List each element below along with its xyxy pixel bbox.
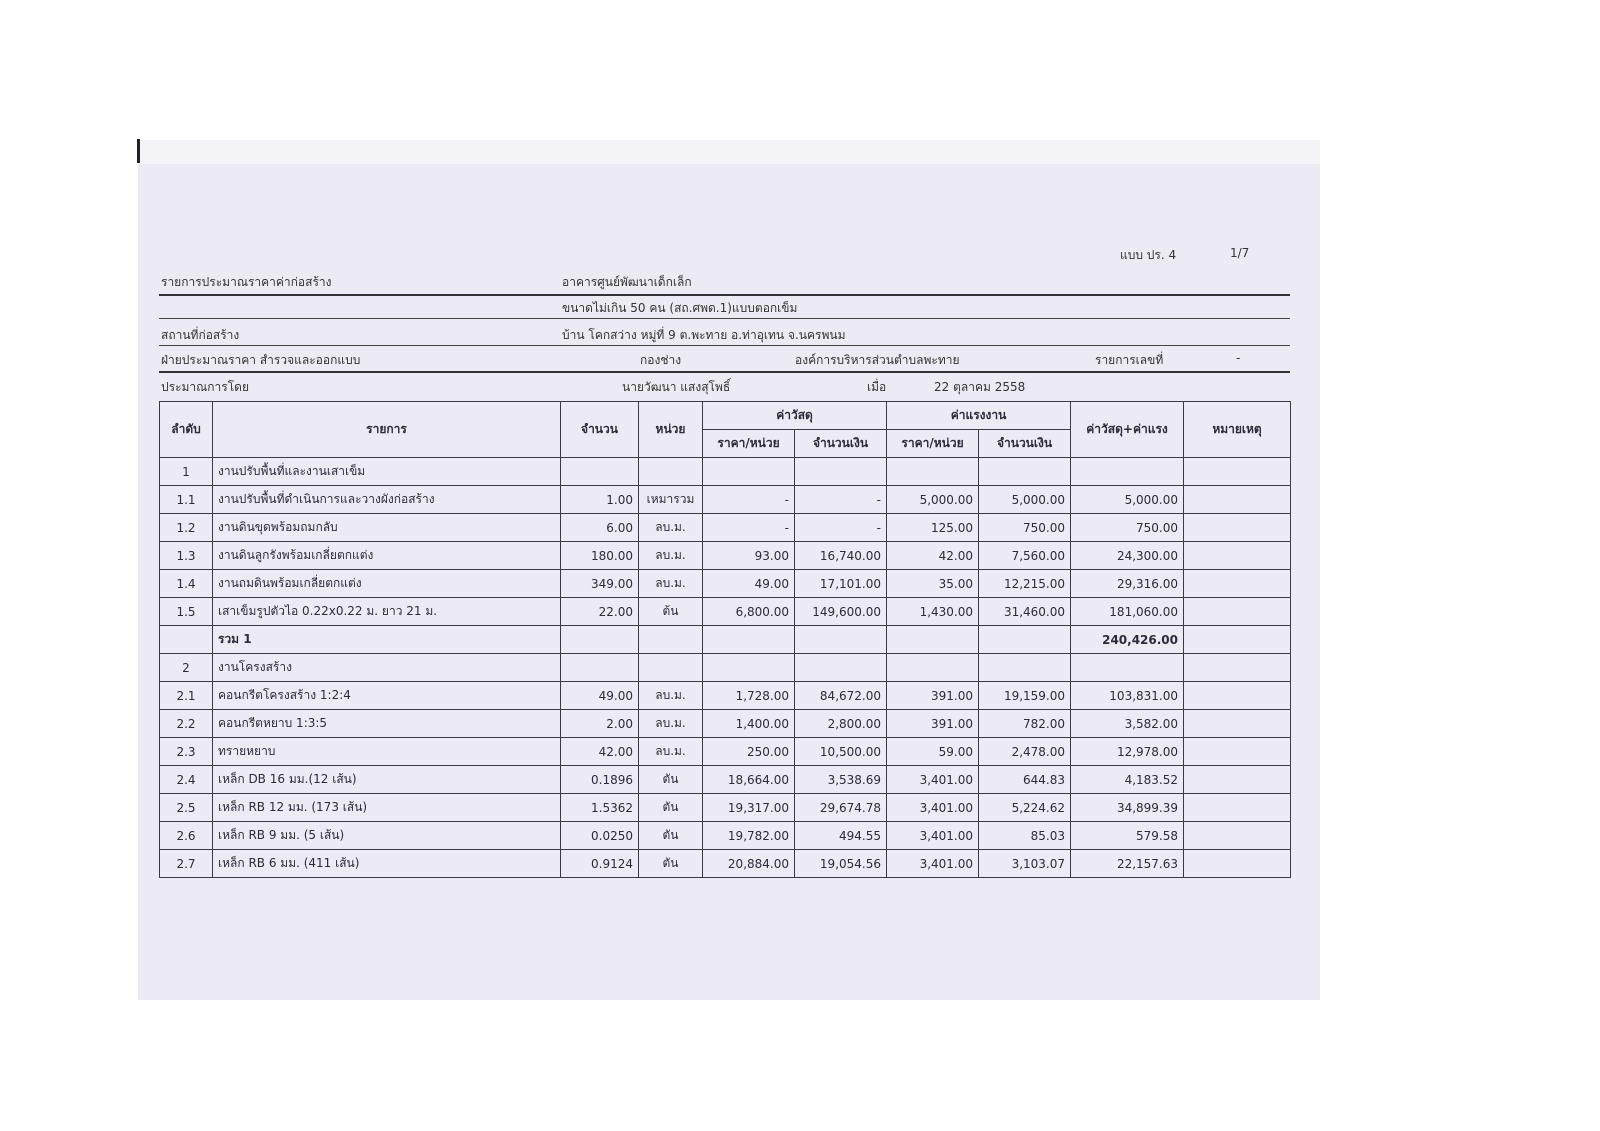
row-no: 2.1 [160, 682, 213, 710]
row-labor-amount: 12,215.00 [979, 570, 1071, 598]
row-remark [1184, 542, 1291, 570]
row-item: เสาเข็มรูปตัวไอ 0.22x0.22 ม. ยาว 21 ม. [213, 598, 561, 626]
table-row [160, 598, 1291, 626]
site-label: สถานที่ก่อสร้าง [161, 328, 240, 342]
row-remark [1184, 822, 1291, 850]
row-no: 1.1 [160, 486, 213, 514]
row-remark [1184, 654, 1291, 682]
col-item: รายการ [213, 402, 561, 458]
row-total: 4,183.52 [1071, 766, 1184, 794]
row-total: 579.58 [1071, 822, 1184, 850]
division: กองช่าง [640, 353, 682, 367]
organization: องค์การบริหารส่วนตำบลพะทาย [795, 353, 960, 367]
form-code: แบบ ปร. 4 [1120, 248, 1177, 262]
row-unit [639, 626, 703, 654]
row-total: 240,426.00 [1071, 626, 1184, 654]
row-qty: 22.00 [561, 598, 639, 626]
project-name: อาคารศูนย์พัฒนาเด็กเล็ก [562, 275, 692, 289]
table-row [160, 542, 1291, 570]
row-total: 750.00 [1071, 514, 1184, 542]
row-material-amount: 10,500.00 [795, 738, 887, 766]
row-labor-amount: 5,224.62 [979, 794, 1071, 822]
dept-label: ฝ่ายประมาณราคา สำรวจและออกแบบ [161, 353, 361, 367]
row-material-unit-price [703, 626, 795, 654]
row-labor-amount [979, 654, 1071, 682]
row-labor-unit-price [887, 626, 979, 654]
row-labor-amount: 3,103.07 [979, 850, 1071, 878]
row-labor-amount: 2,478.00 [979, 738, 1071, 766]
col-material: ค่าวัสดุ [703, 402, 887, 430]
row-total: 3,582.00 [1071, 710, 1184, 738]
row-no: 1.4 [160, 570, 213, 598]
row-item: คอนกรีตหยาบ 1:3:5 [213, 710, 561, 738]
row-material-unit-price: 93.00 [703, 542, 795, 570]
row-total: 34,899.39 [1071, 794, 1184, 822]
header-rule-1 [159, 294, 1290, 296]
table-row [160, 710, 1291, 738]
row-material-unit-price: 49.00 [703, 570, 795, 598]
estimator-name: นายวัฒนา แสงสุโพธิ์ [622, 380, 731, 394]
row-no: 1.3 [160, 542, 213, 570]
row-labor-unit-price [887, 654, 979, 682]
row-labor-unit-price: 59.00 [887, 738, 979, 766]
row-material-unit-price: 1,400.00 [703, 710, 795, 738]
row-no: 1 [160, 458, 213, 486]
estimate-table [159, 401, 1291, 878]
row-qty: 49.00 [561, 682, 639, 710]
row-material-amount: - [795, 514, 887, 542]
row-labor-amount [979, 458, 1071, 486]
item-no-label: รายการเลขที่ [1095, 353, 1164, 367]
row-labor-unit-price: 3,401.00 [887, 850, 979, 878]
row-material-amount: 17,101.00 [795, 570, 887, 598]
row-item: งานดินขุดพร้อมถมกลับ [213, 514, 561, 542]
row-material-unit-price: - [703, 486, 795, 514]
row-qty: 180.00 [561, 542, 639, 570]
row-no: 2.7 [160, 850, 213, 878]
row-item: เหล็ก DB 16 มม.(12 เส้น) [213, 766, 561, 794]
table-row [160, 822, 1291, 850]
row-unit: เหมารวม [639, 486, 703, 514]
row-qty: 0.9124 [561, 850, 639, 878]
row-total: 29,316.00 [1071, 570, 1184, 598]
row-labor-unit-price: 35.00 [887, 570, 979, 598]
row-unit [639, 654, 703, 682]
header-rule-3 [159, 345, 1290, 346]
row-unit: ตัน [639, 794, 703, 822]
project-desc: ขนาดไม่เกิน 50 คน (สถ.ศพด.1)แบบตอกเข็ม [562, 301, 798, 315]
row-no: 2.4 [160, 766, 213, 794]
row-unit: ลบ.ม. [639, 682, 703, 710]
table-row [160, 458, 1291, 486]
row-total: 12,978.00 [1071, 738, 1184, 766]
table-row [160, 766, 1291, 794]
row-no: 2.2 [160, 710, 213, 738]
header-rule-2 [159, 318, 1290, 319]
row-total [1071, 654, 1184, 682]
row-item: เหล็ก RB 6 มม. (411 เส้น) [213, 850, 561, 878]
header-rule-4 [159, 371, 1290, 373]
row-labor-amount: 5,000.00 [979, 486, 1071, 514]
table-body [160, 458, 1291, 878]
row-remark [1184, 486, 1291, 514]
row-total [1071, 458, 1184, 486]
row-remark [1184, 458, 1291, 486]
row-material-amount [795, 626, 887, 654]
row-labor-amount: 7,560.00 [979, 542, 1071, 570]
row-material-amount: 16,740.00 [795, 542, 887, 570]
row-remark [1184, 794, 1291, 822]
row-labor-unit-price: 391.00 [887, 710, 979, 738]
row-qty: 6.00 [561, 514, 639, 542]
row-qty [561, 458, 639, 486]
row-material-unit-price: 1,728.00 [703, 682, 795, 710]
row-labor-unit-price: 3,401.00 [887, 794, 979, 822]
row-unit: ตัน [639, 766, 703, 794]
row-labor-unit-price: 1,430.00 [887, 598, 979, 626]
row-labor-amount: 644.83 [979, 766, 1071, 794]
table-row [160, 486, 1291, 514]
site-value: บ้าน โคกสว่าง หมู่ที่ 9 ต.พะทาย อ.ท่าอุเทน จ.นครพนม [562, 328, 846, 342]
table-row [160, 570, 1291, 598]
row-material-amount [795, 654, 887, 682]
row-labor-unit-price: 5,000.00 [887, 486, 979, 514]
row-item: คอนกรีตโครงสร้าง 1:2:4 [213, 682, 561, 710]
row-material-amount: 494.55 [795, 822, 887, 850]
col-qty: จำนวน [561, 402, 639, 458]
row-material-unit-price: 250.00 [703, 738, 795, 766]
row-remark [1184, 738, 1291, 766]
row-total: 24,300.00 [1071, 542, 1184, 570]
row-no: 2.3 [160, 738, 213, 766]
row-unit: ลบ.ม. [639, 514, 703, 542]
row-qty: 0.1896 [561, 766, 639, 794]
row-no: 2.6 [160, 822, 213, 850]
row-item: งานปรับพื้นที่และงานเสาเข็ม [213, 458, 561, 486]
row-labor-unit-price [887, 458, 979, 486]
row-total: 103,831.00 [1071, 682, 1184, 710]
col-no: ลำดับ [160, 402, 213, 458]
row-material-unit-price: 6,800.00 [703, 598, 795, 626]
row-labor-amount: 782.00 [979, 710, 1071, 738]
col-labor-unit-price: ราคา/หน่วย [887, 430, 979, 458]
row-material-amount: 2,800.00 [795, 710, 887, 738]
row-labor-unit-price: 3,401.00 [887, 822, 979, 850]
row-remark [1184, 710, 1291, 738]
row-unit: ลบ.ม. [639, 542, 703, 570]
row-unit: ตัน [639, 822, 703, 850]
row-no: 1.2 [160, 514, 213, 542]
col-material-unit-price: ราคา/หน่วย [703, 430, 795, 458]
col-remark: หมายเหตุ [1184, 402, 1291, 458]
doc-title: รายการประมาณราคาค่าก่อสร้าง [161, 275, 332, 289]
row-material-unit-price [703, 654, 795, 682]
row-total: 5,000.00 [1071, 486, 1184, 514]
row-unit: ลบ.ม. [639, 570, 703, 598]
item-no-value: - [1236, 351, 1241, 365]
estimator-label: ประมาณการโดย [161, 380, 250, 394]
row-no: 2.5 [160, 794, 213, 822]
col-labor: ค่าแรงงาน [887, 402, 1071, 430]
row-item: เหล็ก RB 12 มม. (173 เส้น) [213, 794, 561, 822]
row-remark [1184, 626, 1291, 654]
row-unit: ตัน [639, 850, 703, 878]
row-qty: 42.00 [561, 738, 639, 766]
row-unit: ลบ.ม. [639, 738, 703, 766]
row-qty [561, 626, 639, 654]
table-row [160, 654, 1291, 682]
scan-edge-mark [137, 139, 140, 163]
row-material-amount: 3,538.69 [795, 766, 887, 794]
row-labor-amount: 85.03 [979, 822, 1071, 850]
date-label: เมื่อ [867, 380, 887, 394]
col-unit: หน่วย [639, 402, 703, 458]
row-unit: ต้น [639, 598, 703, 626]
date-value: 22 ตุลาคม 2558 [934, 380, 1026, 394]
row-unit [639, 458, 703, 486]
row-labor-amount: 31,460.00 [979, 598, 1071, 626]
row-material-unit-price: 18,664.00 [703, 766, 795, 794]
row-no [160, 626, 213, 654]
table-row [160, 514, 1291, 542]
row-remark [1184, 514, 1291, 542]
row-item: งานถมดินพร้อมเกลี่ยตกแต่ง [213, 570, 561, 598]
table-row [160, 850, 1291, 878]
row-qty [561, 654, 639, 682]
row-total: 181,060.00 [1071, 598, 1184, 626]
row-total: 22,157.63 [1071, 850, 1184, 878]
row-item: งานดินลูกรังพร้อมเกลี่ยตกแต่ง [213, 542, 561, 570]
row-qty: 1.5362 [561, 794, 639, 822]
row-labor-amount: 750.00 [979, 514, 1071, 542]
row-qty: 2.00 [561, 710, 639, 738]
row-item: เหล็ก RB 9 มม. (5 เส้น) [213, 822, 561, 850]
row-qty: 349.00 [561, 570, 639, 598]
row-remark [1184, 598, 1291, 626]
scan-top-strip [138, 140, 1320, 164]
row-unit: ลบ.ม. [639, 710, 703, 738]
row-material-unit-price: 19,782.00 [703, 822, 795, 850]
row-material-unit-price: 20,884.00 [703, 850, 795, 878]
row-labor-unit-price: 42.00 [887, 542, 979, 570]
col-total: ค่าวัสดุ+ค่าแรง [1071, 402, 1184, 458]
row-labor-unit-price: 125.00 [887, 514, 979, 542]
table-row [160, 626, 1291, 654]
row-material-unit-price: - [703, 514, 795, 542]
row-labor-unit-price: 3,401.00 [887, 766, 979, 794]
row-qty: 0.0250 [561, 822, 639, 850]
row-material-amount: 149,600.00 [795, 598, 887, 626]
row-material-amount: 84,672.00 [795, 682, 887, 710]
row-material-amount: - [795, 486, 887, 514]
row-labor-amount [979, 626, 1071, 654]
row-remark [1184, 766, 1291, 794]
table-row [160, 794, 1291, 822]
page-number: 1/7 [1230, 246, 1250, 260]
row-item: รวม 1 [213, 626, 561, 654]
row-material-amount: 29,674.78 [795, 794, 887, 822]
row-labor-amount: 19,159.00 [979, 682, 1071, 710]
row-item: งานปรับพื้นที่ดำเนินการและวางผังก่อสร้าง [213, 486, 561, 514]
row-material-unit-price: 19,317.00 [703, 794, 795, 822]
col-material-amount: จำนวนเงิน [795, 430, 887, 458]
row-material-amount: 19,054.56 [795, 850, 887, 878]
row-remark [1184, 682, 1291, 710]
row-remark [1184, 850, 1291, 878]
row-no: 1.5 [160, 598, 213, 626]
table-row [160, 682, 1291, 710]
row-labor-unit-price: 391.00 [887, 682, 979, 710]
table-row [160, 738, 1291, 766]
row-material-amount [795, 458, 887, 486]
row-material-unit-price [703, 458, 795, 486]
col-labor-amount: จำนวนเงิน [979, 430, 1071, 458]
row-qty: 1.00 [561, 486, 639, 514]
row-remark [1184, 570, 1291, 598]
row-no: 2 [160, 654, 213, 682]
row-item: ทรายหยาบ [213, 738, 561, 766]
row-item: งานโครงสร้าง [213, 654, 561, 682]
